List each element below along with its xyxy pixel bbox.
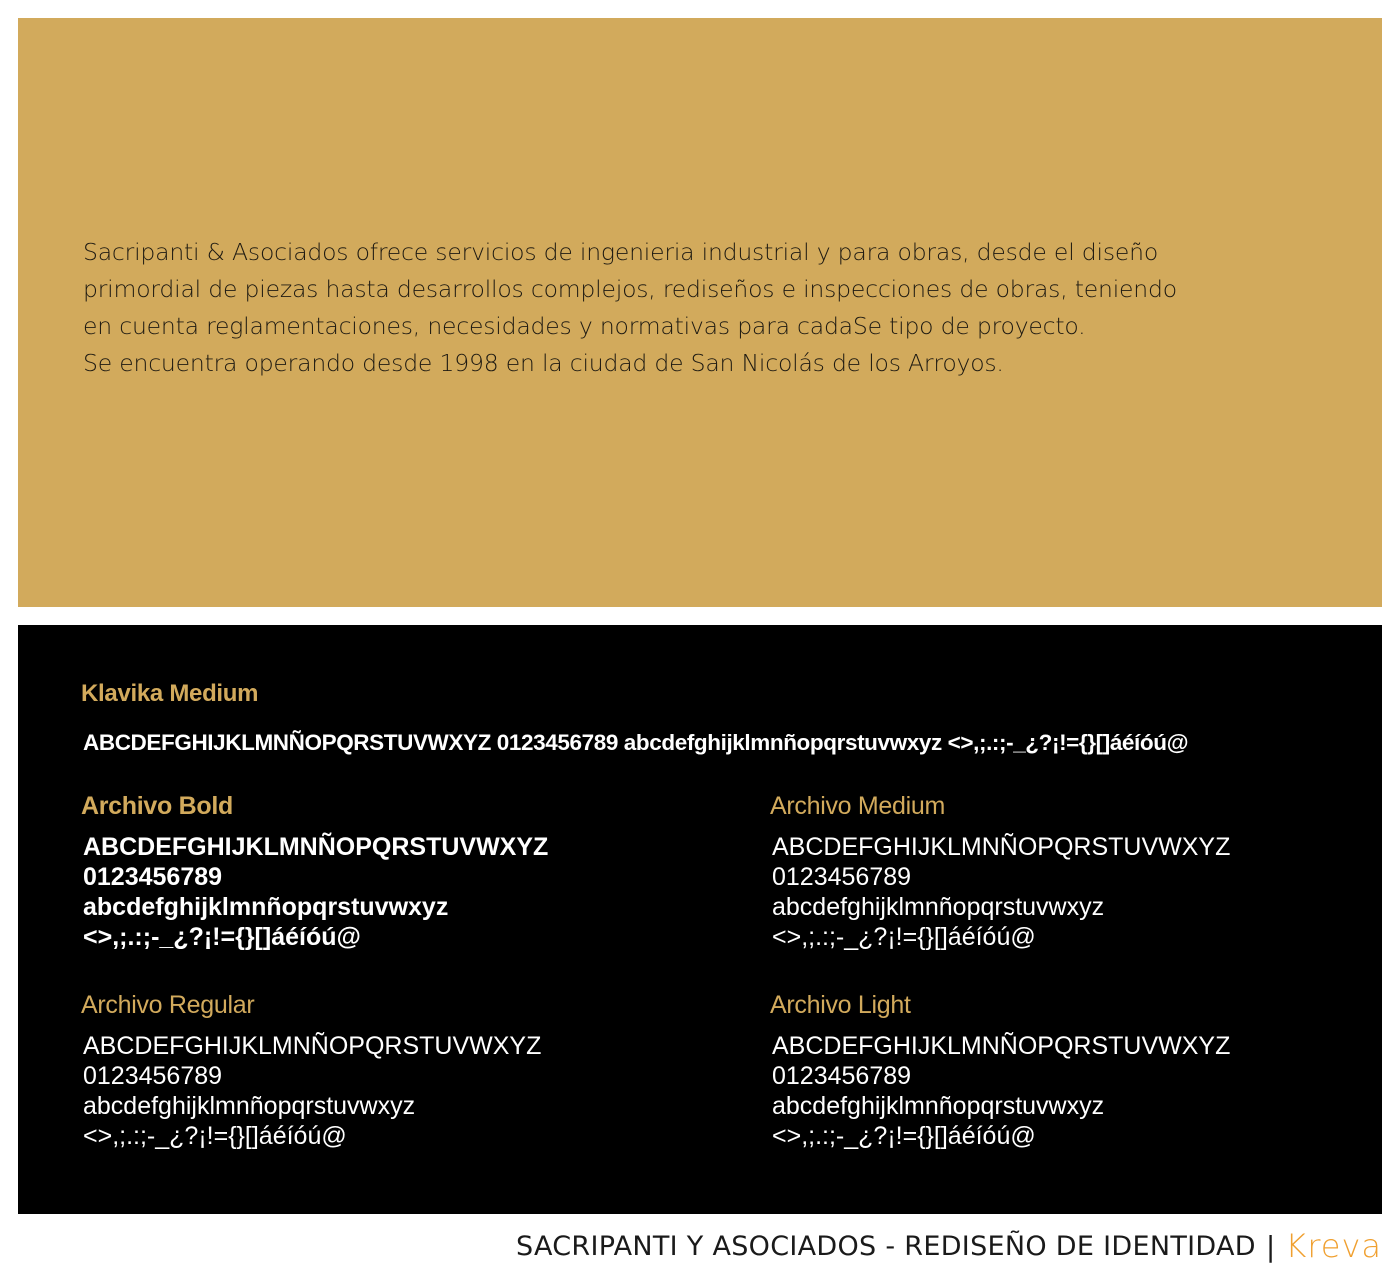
klavika-label: Klavika Medium	[81, 680, 259, 707]
sample-line: ABCDEFGHIJKLMNÑOPQRSTUVWXYZ	[772, 833, 1231, 861]
about-panel	[18, 18, 1382, 607]
footer-separator: |	[1265, 1229, 1276, 1263]
about-line: Se encuentra operando desde 1998 en la ciudad de San Nicolás de los Arroyos.	[83, 349, 1004, 377]
sample-line: 0123456789	[83, 1062, 223, 1090]
sample-line: ABCDEFGHIJKLMNÑOPQRSTUVWXYZ	[83, 833, 549, 861]
sample-line: 0123456789	[83, 863, 223, 891]
sample-line: <>,;.:;-_¿?¡!={}[]áéíóú@	[772, 1122, 1036, 1150]
archivo-regular-label: Archivo Regular	[81, 991, 255, 1019]
sample-line: ABCDEFGHIJKLMNÑOPQRSTUVWXYZ	[83, 1032, 542, 1060]
brand-logo: Kreva	[1285, 1227, 1382, 1265]
archivo-bold-label: Archivo Bold	[81, 792, 233, 820]
archivo-medium-sample	[772, 832, 1230, 952]
footer-title: SACRIPANTI Y ASOCIADOS - REDISEÑO DE IDENTIDAD	[516, 1230, 1256, 1262]
sample-line: abcdefghijklmnñopqrstuvwxyz	[772, 893, 1105, 921]
archivo-light-label: Archivo Light	[770, 991, 911, 1019]
sample-line: 0123456789	[772, 863, 912, 891]
sample-line: ABCDEFGHIJKLMNÑOPQRSTUVWXYZ	[772, 1032, 1231, 1060]
about-text	[83, 234, 1343, 382]
about-line: en cuenta reglamentaciones, necesidades y normativas para cadaSe tipo de proyecto.	[83, 312, 1086, 340]
sample-line: <>,;.:;-_¿?¡!={}[]áéíóú@	[83, 923, 361, 951]
sample-line: 0123456789	[772, 1062, 912, 1090]
klavika-sample: ABCDEFGHIJKLMNÑOPQRSTUVWXYZ 0123456789 abcdefghijklmnñopqrstuvwxyz <>,;.:;-_¿?¡!={}[]áéíóú@	[83, 730, 1189, 755]
sample-line: abcdefghijklmnñopqrstuvwxyz	[772, 1092, 1105, 1120]
typography-panel	[18, 625, 1382, 1214]
sample-line: abcdefghijklmnñopqrstuvwxyz	[83, 893, 449, 921]
sample-line: <>,;.:;-_¿?¡!={}[]áéíóú@	[772, 923, 1036, 951]
sample-line: abcdefghijklmnñopqrstuvwxyz	[83, 1092, 416, 1120]
archivo-light-sample	[772, 1031, 1230, 1151]
sample-line: <>,;.:;-_¿?¡!={}[]áéíóú@	[83, 1122, 347, 1150]
about-line: primordial de piezas hasta desarrollos complejos, rediseños e inspecciones de obras, teniendo	[83, 275, 1177, 303]
footer	[516, 1228, 1382, 1264]
archivo-regular-sample	[83, 1031, 541, 1151]
about-line: Sacripanti & Asociados ofrece servicios de ingenieria industrial y para obras, desde el diseño	[83, 238, 1159, 266]
archivo-medium-label: Archivo Medium	[770, 792, 946, 820]
archivo-bold-sample	[83, 832, 548, 952]
